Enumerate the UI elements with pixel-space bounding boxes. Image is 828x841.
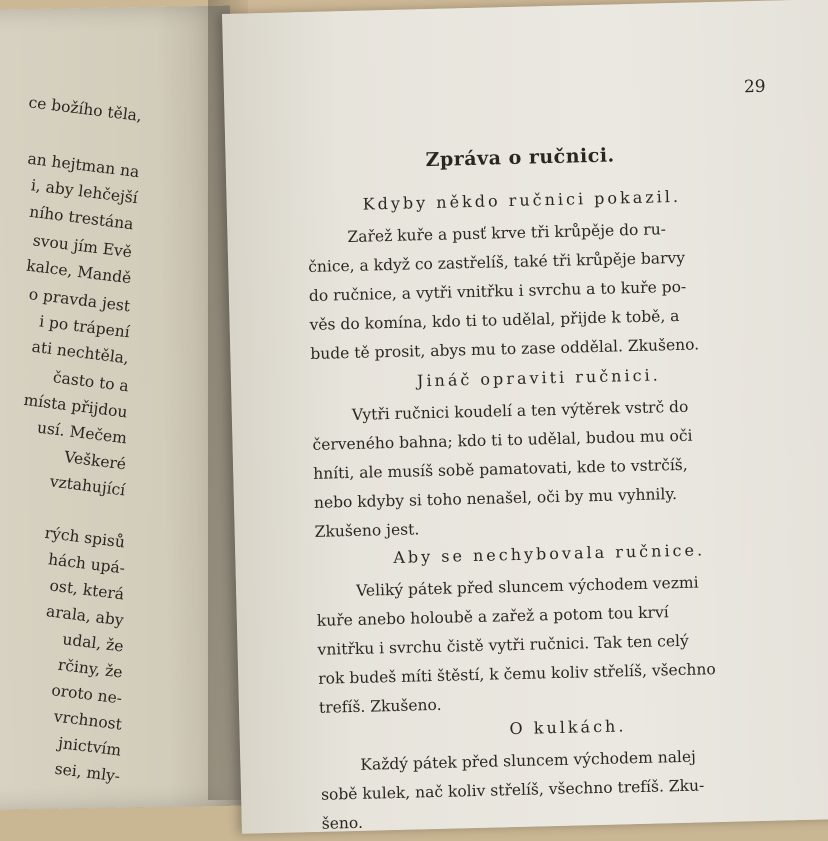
left-line: udal, že <box>61 630 125 656</box>
page-title: Zpráva o ručnici. <box>425 144 615 172</box>
text-line: bude tě prosit, abys mu to zase oddělal. Zkušeno. <box>310 335 700 363</box>
left-line: usí. Mečem <box>35 418 128 448</box>
section-heading: Kdyby někdo ručnici pokazil. <box>362 186 682 214</box>
text-line: Veliký pátek před sluncem východem vezmi <box>355 573 699 600</box>
section-paragraph <box>320 741 782 839</box>
section-paragraph <box>312 391 775 547</box>
section-heading: Aby se nechybovala ručnice. <box>393 540 706 567</box>
text-line: Vytři ručnici koudelí a ten výtěrek vstrč do <box>351 397 689 424</box>
text-line: do ručnice, a vytři vnitřku i svrchu a to kuře po- <box>308 277 687 305</box>
text-line: Každý pátek před sluncem východem nalej <box>360 747 697 774</box>
section-heading: Jináč opraviti ručnici. <box>416 365 661 391</box>
text-line: Zařež kuře a pusť krve tři krůpěje do ru- <box>347 220 667 246</box>
text-line: vnitřku i svrchu čistě vytři ručnici. Tak ten celý <box>317 631 689 659</box>
left-line: ního trestána <box>28 202 135 234</box>
left-page-text <box>0 6 214 810</box>
text-line: věs do komína, kdo ti to udělal, přijde k tobě, a <box>309 306 680 334</box>
text-line: nebo kdyby si toho nenašel, oči by mu vyhnily. <box>313 485 678 512</box>
left-line: sei, mly- <box>54 759 122 786</box>
text-line: rok budeš míti štěstí, k čemu koliv střelíš, všechno <box>318 660 716 688</box>
left-line: vztahující <box>49 472 127 500</box>
left-line: rčiny, že <box>57 655 124 682</box>
left-line: o pravda jest <box>28 285 132 316</box>
left-line: ati nechtěla, <box>31 337 131 368</box>
text-line: Zkušeno jest. <box>314 520 420 541</box>
left-line: svou jím Evě <box>32 231 134 262</box>
section-heading: O kulkách. <box>509 716 627 739</box>
left-line: kalce, Mandě <box>24 256 132 288</box>
left-line: i po trápení <box>38 312 131 342</box>
left-line: oroto ne- <box>50 681 124 708</box>
text-line: sobě kulek, nač koliv střelíš, všechno trefíš. Zku- <box>320 776 705 804</box>
text-line: trefíš. Zkušeno. <box>318 695 442 717</box>
text-line: čnice, a když co zastřelíš, také tři krůpěje barvy <box>307 248 686 276</box>
left-line: rých spisů <box>44 523 127 552</box>
section-paragraph <box>316 567 779 723</box>
left-line: arala, aby <box>45 602 125 630</box>
left-line: hách upá- <box>47 550 126 578</box>
section-paragraph <box>307 213 770 369</box>
left-line: i, aby lehčejší <box>29 176 139 208</box>
left-line: an hejtman na <box>26 149 140 182</box>
left-line: často to a <box>51 368 130 396</box>
right-page <box>222 0 828 834</box>
text-line: hníti, ale musíš sobě pamatovati, kde to vstrčíš, <box>313 455 688 483</box>
left-line: ce božího těla, <box>27 93 143 126</box>
text-line: kuře anebo holoubě a zařež a potom tou krví <box>316 603 669 630</box>
left-line: ost, která <box>48 576 126 604</box>
text-line: šeno. <box>321 813 364 833</box>
text-line: červeného bahna; kdo ti to udělal, budou mu oči <box>312 426 693 454</box>
page-number: 29 <box>743 76 766 98</box>
left-line: jnictvím <box>57 734 123 760</box>
left-line: vrchnost <box>52 707 123 734</box>
left-line: Veškeré <box>63 448 128 474</box>
left-line: místa přijdou <box>22 390 129 422</box>
